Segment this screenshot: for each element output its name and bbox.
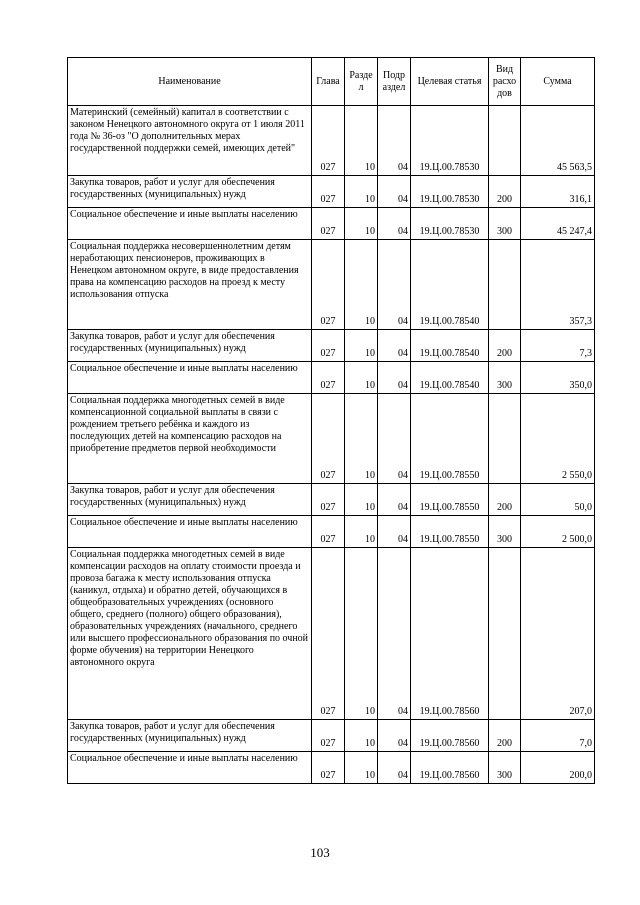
page-number: 103: [310, 845, 330, 860]
table-row: [68, 330, 595, 362]
row-target: 19.Ц.00.78560: [411, 548, 489, 720]
table-row: [68, 752, 595, 784]
row-target: 19.Ц.00.78540: [411, 240, 489, 330]
row-target: 19.Ц.00.78530: [411, 106, 489, 176]
row-sum: 316,1: [521, 176, 595, 208]
row-target: 19.Ц.00.78530: [411, 208, 489, 240]
row-chapter: 027: [312, 362, 345, 394]
row-section: 10: [345, 484, 378, 516]
row-chapter: 027: [312, 106, 345, 176]
row-type: 300: [489, 516, 521, 548]
row-section: 10: [345, 548, 378, 720]
row-chapter: 027: [312, 516, 345, 548]
row-section: 10: [345, 208, 378, 240]
row-subsection: 04: [378, 106, 411, 176]
row-target: 19.Ц.00.78540: [411, 362, 489, 394]
row-name: Социальная поддержка несовершеннолетним детям неработающих пенсионеров, проживающих в Ненецком автономном округе, в виде предоставления права на компенсацию расходов на проезд к месту использования отпуска: [68, 240, 312, 330]
row-section: 10: [345, 752, 378, 784]
row-name: Социальное обеспечение и иные выплаты населению: [68, 516, 312, 548]
header-sum: Сумма: [521, 58, 595, 106]
row-subsection: 04: [378, 208, 411, 240]
row-type: 300: [489, 208, 521, 240]
table-row: [68, 720, 595, 752]
row-chapter: 027: [312, 720, 345, 752]
row-name: Материнский (семейный) капитал в соответствии с законом Ненецкого автономного округа от 1 июля 2011 года № 36-оз "О дополнительных мерах государственной поддержки семей, имеющих детей": [68, 106, 312, 176]
row-target: 19.Ц.00.78550: [411, 394, 489, 484]
row-subsection: 04: [378, 752, 411, 784]
row-name: Закупка товаров, работ и услуг для обеспечения государственных (муниципальных) нужд: [68, 330, 312, 362]
row-target: 19.Ц.00.78560: [411, 720, 489, 752]
table-row: [68, 106, 595, 176]
table-row: [68, 240, 595, 330]
table-row: [68, 516, 595, 548]
row-name: Социальное обеспечение и иные выплаты населению: [68, 362, 312, 394]
row-sum: 2 550,0: [521, 394, 595, 484]
row-subsection: 04: [378, 516, 411, 548]
row-target: 19.Ц.00.78550: [411, 516, 489, 548]
row-name: Закупка товаров, работ и услуг для обеспечения государственных (муниципальных) нужд: [68, 484, 312, 516]
header-type: Вид расхо дов: [489, 58, 521, 106]
row-sum: 207,0: [521, 548, 595, 720]
row-subsection: 04: [378, 394, 411, 484]
row-name: Социальная поддержка многодетных семей в виде компенсационной социальной выплаты в связи с рождением третьего ребёнка и каждого из последующих детей на компенсацию расходов на приобретение предметов первой необходимости: [68, 394, 312, 484]
table-row: [68, 362, 595, 394]
row-section: 10: [345, 106, 378, 176]
row-name: Закупка товаров, работ и услуг для обеспечения государственных (муниципальных) нужд: [68, 176, 312, 208]
row-type: [489, 394, 521, 484]
row-type: [489, 106, 521, 176]
table-row: [68, 176, 595, 208]
row-chapter: 027: [312, 330, 345, 362]
table-row: [68, 484, 595, 516]
row-sum: 7,0: [521, 720, 595, 752]
row-section: 10: [345, 176, 378, 208]
row-section: 10: [345, 240, 378, 330]
row-chapter: 027: [312, 548, 345, 720]
row-subsection: 04: [378, 176, 411, 208]
table-body: [68, 106, 595, 784]
row-name: Социальное обеспечение и иные выплаты населению: [68, 752, 312, 784]
row-section: 10: [345, 720, 378, 752]
row-chapter: 027: [312, 394, 345, 484]
row-name: Социальная поддержка многодетных семей в виде компенсации расходов на оплату стоимости проезда и провоза багажа к месту использования отпуска (каникул, отдыха) и обратно детей, обучающихся в общеобразовательных учреждениях (основного общего, среднего (полного) общего образования), образовательных учреждениях (начального, среднего или высшего профессионального образования по очной форме обучения) на территории Ненецкого автономного округа: [68, 548, 312, 720]
row-target: 19.Ц.00.78530: [411, 176, 489, 208]
row-target: 19.Ц.00.78550: [411, 484, 489, 516]
header-target: Целевая статья: [411, 58, 489, 106]
table-row: [68, 208, 595, 240]
row-target: 19.Ц.00.78560: [411, 752, 489, 784]
header-chapter: Глава: [312, 58, 345, 106]
row-subsection: 04: [378, 548, 411, 720]
row-chapter: 027: [312, 484, 345, 516]
row-name: Социальное обеспечение и иные выплаты населению: [68, 208, 312, 240]
row-sum: 45 563,5: [521, 106, 595, 176]
row-type: [489, 240, 521, 330]
row-section: 10: [345, 330, 378, 362]
row-subsection: 04: [378, 240, 411, 330]
row-name: Закупка товаров, работ и услуг для обеспечения государственных (муниципальных) нужд: [68, 720, 312, 752]
header-name: Наименование: [68, 58, 312, 106]
table-row: [68, 548, 595, 720]
header-section: Разде л: [345, 58, 378, 106]
row-chapter: 027: [312, 176, 345, 208]
header-subsection: Подр аздел: [378, 58, 411, 106]
row-sum: 7,3: [521, 330, 595, 362]
row-type: 200: [489, 720, 521, 752]
row-type: 200: [489, 176, 521, 208]
row-chapter: 027: [312, 208, 345, 240]
row-subsection: 04: [378, 362, 411, 394]
row-section: 10: [345, 362, 378, 394]
row-target: 19.Ц.00.78540: [411, 330, 489, 362]
row-section: 10: [345, 394, 378, 484]
row-subsection: 04: [378, 484, 411, 516]
row-subsection: 04: [378, 720, 411, 752]
table-header: [68, 58, 595, 106]
row-type: 200: [489, 484, 521, 516]
row-sum: 45 247,4: [521, 208, 595, 240]
row-sum: 50,0: [521, 484, 595, 516]
row-section: 10: [345, 516, 378, 548]
row-subsection: 04: [378, 330, 411, 362]
table-row: [68, 394, 595, 484]
row-type: 200: [489, 330, 521, 362]
row-type: 300: [489, 362, 521, 394]
row-sum: 357,3: [521, 240, 595, 330]
row-sum: 200,0: [521, 752, 595, 784]
row-chapter: 027: [312, 752, 345, 784]
row-chapter: 027: [312, 240, 345, 330]
row-type: [489, 548, 521, 720]
row-sum: 2 500,0: [521, 516, 595, 548]
budget-table: [67, 57, 595, 784]
row-type: 300: [489, 752, 521, 784]
row-sum: 350,0: [521, 362, 595, 394]
